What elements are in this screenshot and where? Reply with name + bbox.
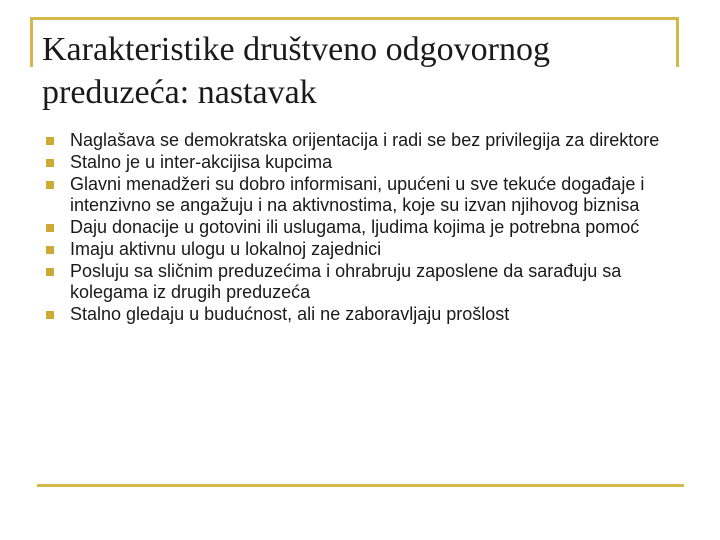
bullet-item <box>46 152 686 173</box>
bullet-item <box>46 217 686 238</box>
bullet-text: Stalno gledaju u budućnost, ali ne zaboravljaju prošlost <box>70 304 510 324</box>
bullet-text: Stalno je u inter-akcijisa kupcima <box>70 152 333 172</box>
bullet-text: Naglašava se demokratska orijentacija i radi se bez privilegija za direktore <box>70 130 660 150</box>
square-bullet-icon <box>46 268 54 276</box>
slide-title-line-2: preduzeća: nastavak <box>42 74 317 111</box>
square-bullet-icon <box>46 181 54 189</box>
square-bullet-icon <box>46 246 54 254</box>
slide-title-line-1: Karakteristike društveno odgovornog <box>42 31 550 68</box>
bullet-text: Imaju aktivnu ulogu u lokalnoj zajednici <box>70 239 382 259</box>
slide-title <box>42 28 662 114</box>
bullet-text: Glavni menadžeri su dobro informisani, upućeni u sve tekuće događaje i intenzivno se angažuju i na aktivnostima, koje su izvan njihovog biznisa <box>70 174 645 215</box>
square-bullet-icon <box>46 159 54 167</box>
title-frame-left-rule <box>30 17 33 67</box>
square-bullet-icon <box>46 311 54 319</box>
bottom-accent-rule <box>37 484 684 487</box>
square-bullet-icon <box>46 137 54 145</box>
bullet-item <box>46 304 686 325</box>
bullet-text: Posluju sa sličnim preduzećima i ohrabruju zaposlene da sarađuju sa kolegama iz drugih preduzeća <box>70 261 622 302</box>
bullet-item <box>46 174 686 216</box>
bullet-list <box>46 130 686 326</box>
bullet-item <box>46 130 686 151</box>
square-bullet-icon <box>46 224 54 232</box>
bullet-text: Daju donacije u gotovini ili uslugama, ljudima kojima je potrebna pomoć <box>70 217 640 237</box>
bullet-item <box>46 261 686 303</box>
title-frame-right-rule <box>676 17 679 67</box>
title-frame-top-rule <box>30 17 679 20</box>
bullet-item <box>46 239 686 260</box>
